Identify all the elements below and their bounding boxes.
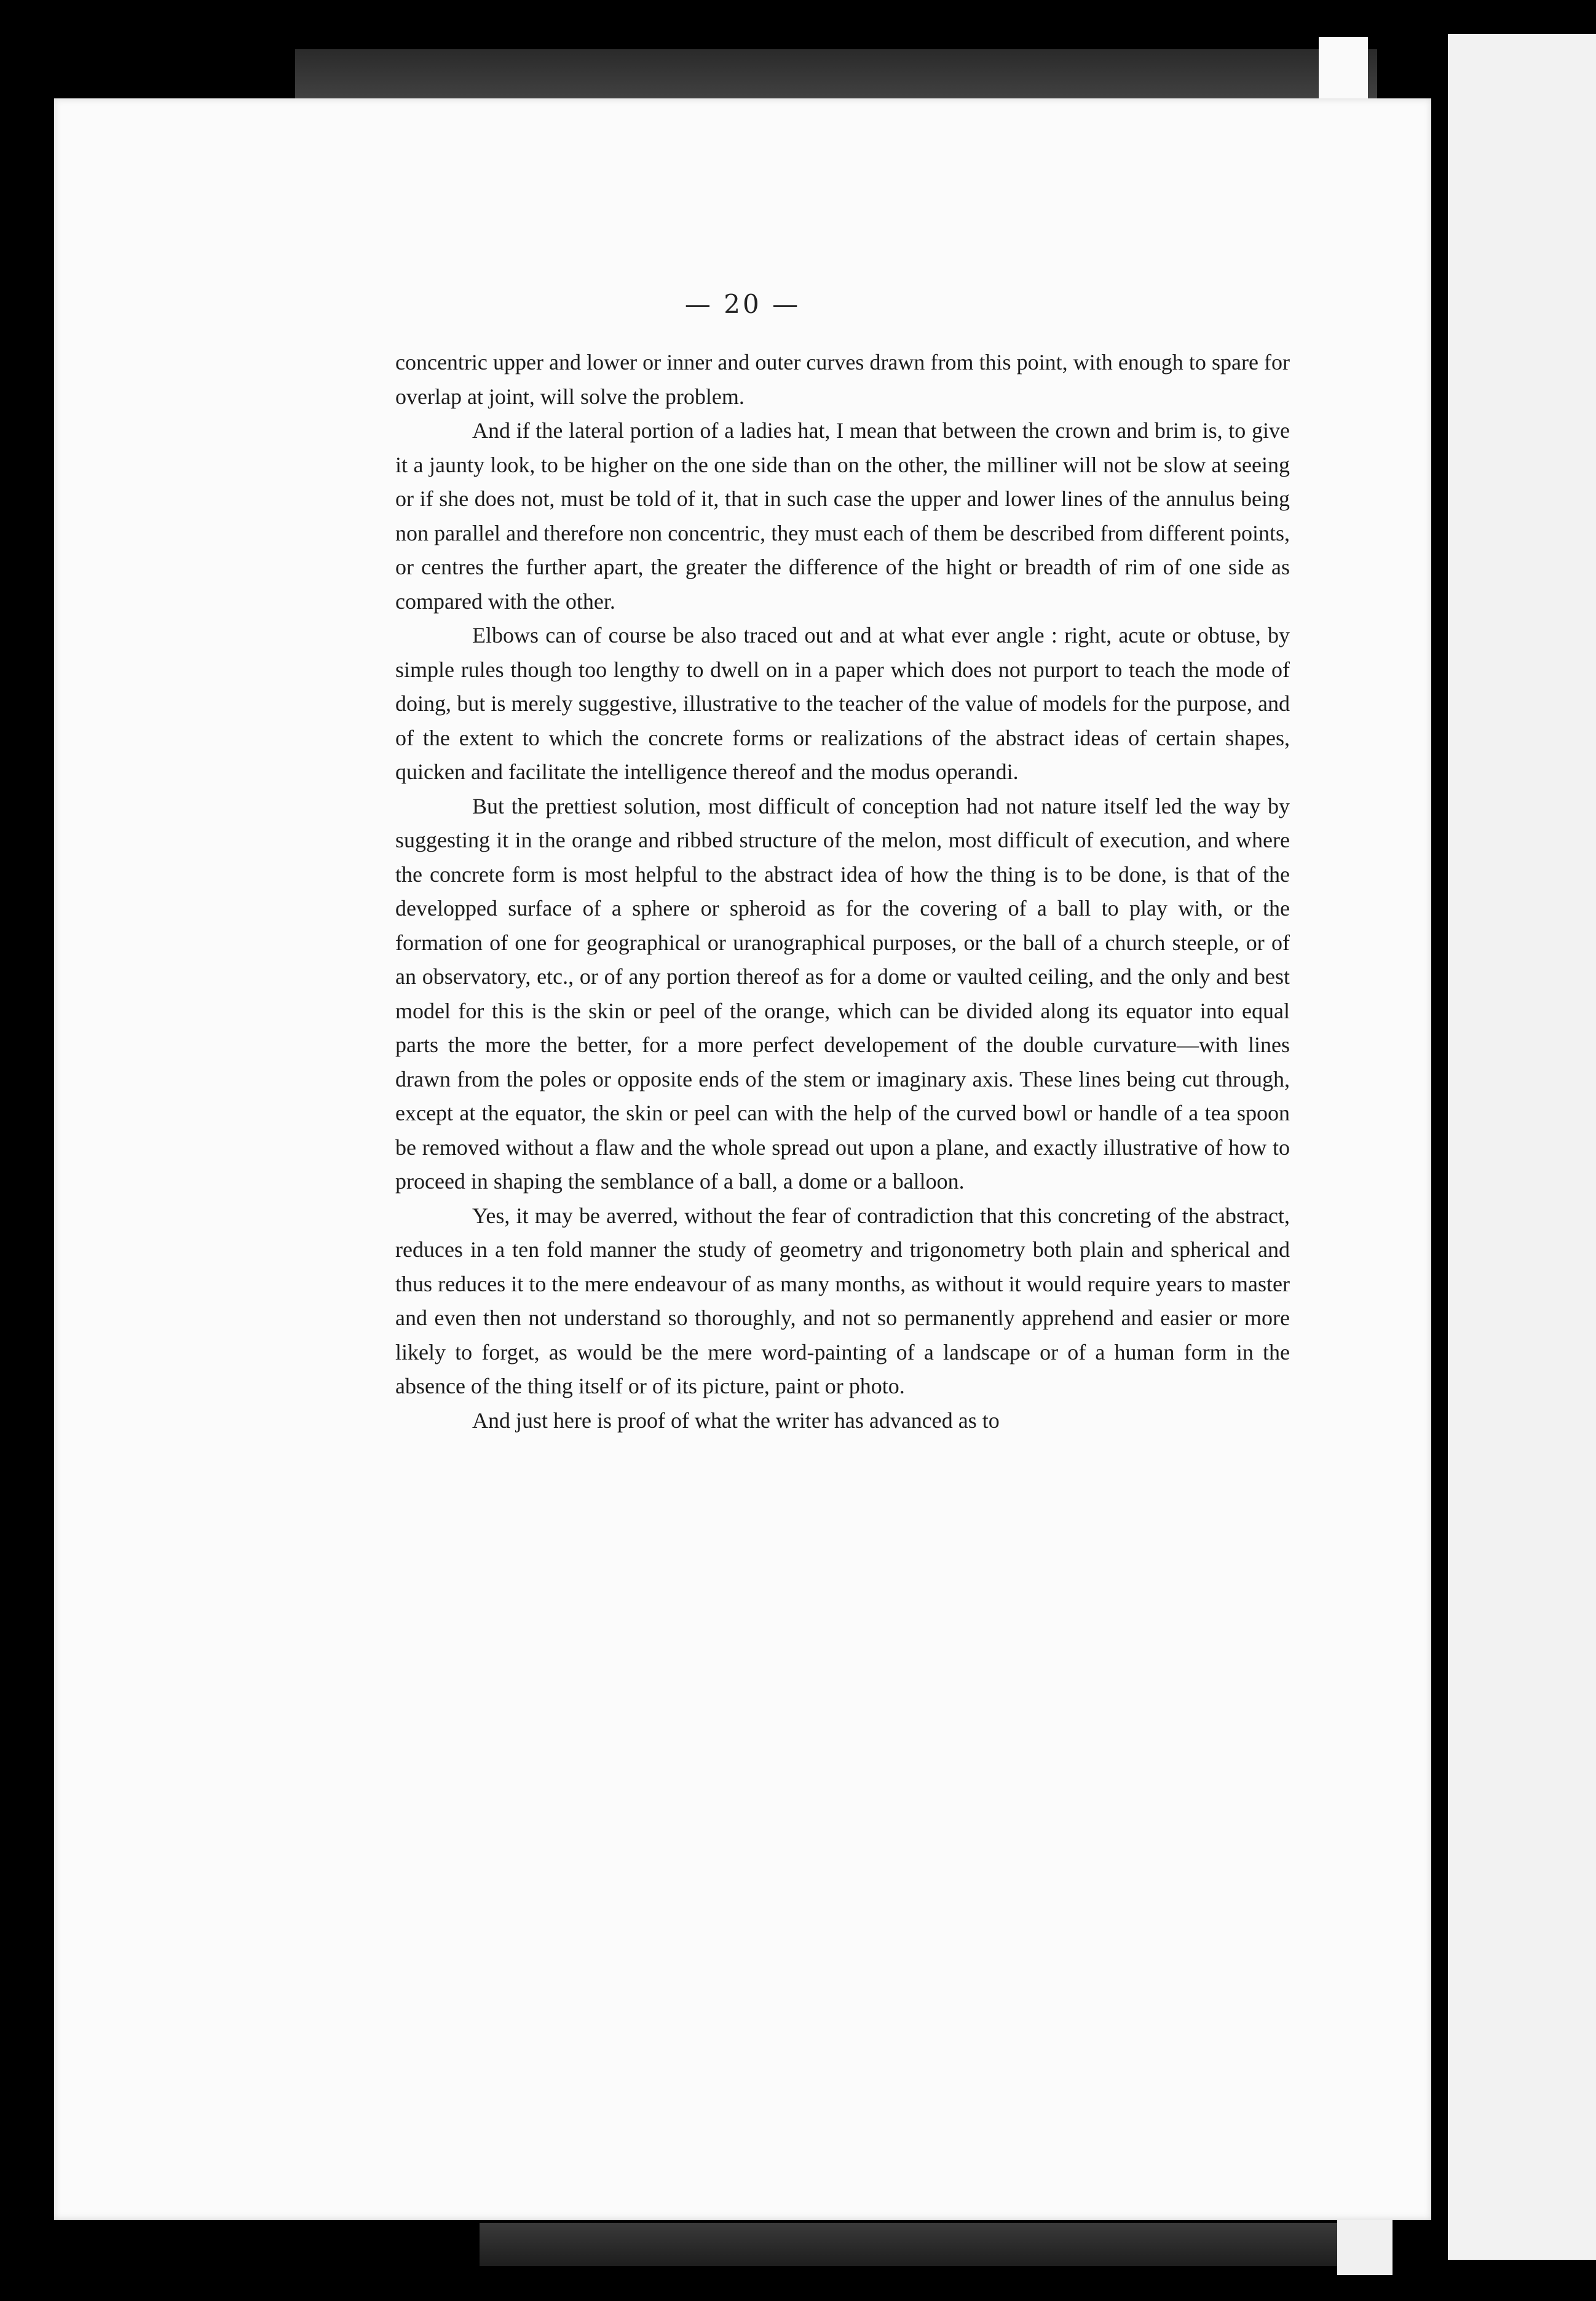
paragraph-5: Yes, it may be averred, without the fear of contradiction that this concreting of the abstract, reduces in a ten fold manner the study of geometry and trigonometry both plain and spherical and thus reduces it to the mere endeavour of as many months, as without it would require years to master and even then not understand so thoroughly, and not so permanently apprehend and easier or more likely to forget, as would be the mere word-painting of a landscape or of a human form in the absence of the thing itself or of its picture, paint or photo. [395,1203,1290,1398]
document-page [54,98,1431,2220]
page-number: — 20 — [684,289,801,319]
film-bottom-tab [1337,2220,1393,2275]
paragraph-1: concentric upper and lower or inner and outer curves drawn from this point, with enough to spare for overlap at joint, will solve the problem. [395,350,1290,409]
paragraph-6: And just here is proof of what the writer has advanced as to [472,1408,1000,1433]
paragraph-3: Elbows can of course be also traced out and at what ever angle : right, acute or obtuse, by simple rules though too lengthy to dwell on in a paper which does not purport to teach the mode of doing, but is merely suggestive, illustrative to the teacher of the value of models for the purpose, and of the extent to which the concrete forms or realizations of the abstract ideas of certain shapes, quicken and facilitate the intelligence thereof and the modus operandi. [395,623,1290,784]
body-text [395,346,1290,1438]
leaf-gap [1432,34,1448,2260]
adjacent-leaf [1448,34,1596,2260]
paragraph-4: But the prettiest solution, most difficult of conception had not nature itself led the way by suggesting it in the orange and ribbed structure of the melon, most difficult of execution, and where the concrete form is most helpful to the abstract idea of how the thing is to be done, is that of the developped surface of a sphere or spheroid as for the covering of a ball to play with, or the formation of one for geographical or uranographical purposes, or the ball of a church steeple, or of an observatory, etc., or of any portion thereof as for a dome or vaulted ceiling, and the only and best model for this is the skin or peel of the orange, which can be divided along its equator into equal parts the more the better, for a more perfect developement of the double curvature—with lines drawn from the poles or opposite ends of the stem or imaginary axis. These lines being cut through, except at the equator, the skin or peel can with the help of the curved bowl or handle of a tea spoon be removed without a flaw and the whole spread out upon a plane, and exactly illustrative of how to proceed in shaping the semblance of a ball, a dome or a balloon. [395,793,1290,1194]
paragraph-2: And if the lateral portion of a ladies hat, I mean that between the crown and brim is, to give it a jaunty look, to be higher on the one side than on the other, the milliner will not be slow at seeing or if she does not, must be told of it, that in such case the upper and lower lines of the annulus being non parallel and therefore non concentric, they must each of them be described from different points, or centres the further apart, the greater the difference of the hight or breadth of rim of one side as compared with the other. [395,418,1290,614]
film-bottom-strip [480,2223,1353,2266]
